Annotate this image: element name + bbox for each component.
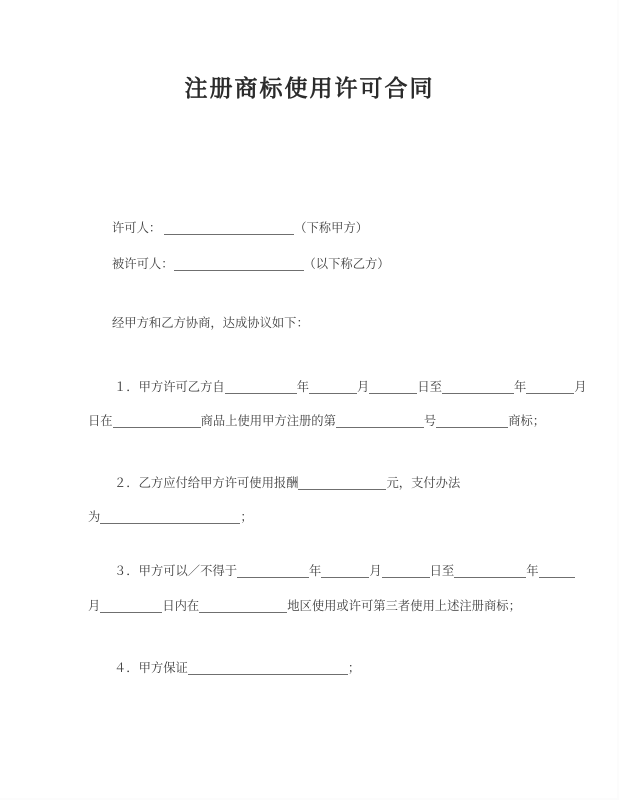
clause-1-regno-blank[interactable]	[336, 416, 424, 428]
licensor-line	[88, 222, 538, 235]
clause-2-line-1	[88, 477, 558, 490]
clause-1-year-end-blank[interactable]	[442, 382, 514, 394]
licensor-blank[interactable]	[164, 223, 294, 235]
clause-3-text-b: 年	[309, 564, 322, 578]
clause-3-text-c: 月	[369, 564, 382, 578]
clause-3-year-start-blank[interactable]	[237, 566, 309, 578]
clause-1-year-start-blank[interactable]	[225, 382, 297, 394]
clause-3-text-g: 日内在	[162, 599, 200, 613]
clause-2-text-c: 为	[88, 510, 101, 524]
clause-3-number: ３．	[114, 564, 139, 578]
clause-2-payment-method-blank[interactable]	[100, 512, 240, 524]
licensee-note: （以下称乙方）	[303, 257, 390, 271]
clause-3-line-2	[88, 600, 558, 613]
clause-4-guarantee-blank[interactable]	[188, 663, 348, 675]
clause-3-line-1	[88, 565, 558, 578]
clause-1-mark-blank[interactable]	[436, 416, 508, 428]
clause-2-line-2	[88, 511, 558, 524]
clause-3-region-blank[interactable]	[199, 601, 287, 613]
clause-2-text-b: 元，支付办法	[386, 476, 461, 490]
licensee-line	[88, 258, 538, 271]
clause-4-text-b: ；	[347, 661, 361, 675]
clause-1-text-b: 年	[296, 380, 310, 394]
clause-1-month-start-blank[interactable]	[309, 382, 357, 394]
clause-1-text-f: 月	[574, 380, 587, 394]
clause-1-text-h: 商品上使用甲方注册的第	[200, 414, 336, 428]
clause-4-text-a: 甲方保证	[138, 661, 188, 675]
clause-1-text-d: 日至	[417, 380, 442, 394]
clause-3-day-start-blank[interactable]	[382, 566, 430, 578]
clause-1-text-e: 年	[513, 380, 527, 394]
clause-3-trailing-blank[interactable]	[539, 566, 575, 578]
clause-3-year-end-blank[interactable]	[454, 566, 526, 578]
page-title: 注册商标使用许可合同	[184, 75, 435, 102]
clause-2-text-d: ；	[240, 510, 253, 524]
clause-1-number: １．	[114, 380, 139, 394]
licensor-note: （下称甲方）	[294, 221, 368, 235]
preamble	[88, 317, 538, 329]
clause-3-month-start-blank[interactable]	[321, 566, 369, 578]
preamble-text: 经甲方和乙方协商，达成协议如下：	[112, 316, 309, 330]
clause-1-text-a: 甲方许可乙方自	[138, 380, 225, 394]
clause-1-text-j: 商标；	[508, 414, 546, 428]
clause-1-text-g: 日在	[88, 414, 113, 428]
clause-3-text-h: 地区使用或许可第三者使用上述注册商标；	[287, 599, 521, 613]
licensee-blank[interactable]	[174, 259, 304, 271]
clause-2-number: ２．	[114, 476, 139, 490]
clause-1-line-2	[88, 415, 558, 428]
clause-2-amount-blank[interactable]	[298, 478, 386, 490]
clause-3-text-e: 年	[526, 564, 539, 578]
clause-1-text-c: 月	[357, 380, 370, 394]
clause-1-goods-blank[interactable]	[113, 416, 201, 428]
clause-4-number: ４．	[114, 661, 139, 675]
clause-3-month-end-blank[interactable]	[100, 601, 162, 613]
licensor-label: 许可人：	[112, 221, 162, 235]
clause-3-text-f: 月	[88, 599, 101, 613]
clause-1-line-1	[88, 380, 587, 394]
licensee-label: 被许可人：	[112, 257, 174, 271]
clause-1-month-end-blank[interactable]	[526, 382, 574, 394]
clause-4-line-1	[88, 662, 558, 675]
clause-3-text-a: 甲方可以／不得于	[138, 564, 237, 578]
clause-1-day-start-blank[interactable]	[369, 382, 417, 394]
clause-2-text-a: 乙方应付给甲方许可使用报酬	[138, 476, 299, 490]
clause-3-text-d: 日至	[429, 564, 455, 578]
clause-1-text-i: 号	[423, 414, 437, 428]
